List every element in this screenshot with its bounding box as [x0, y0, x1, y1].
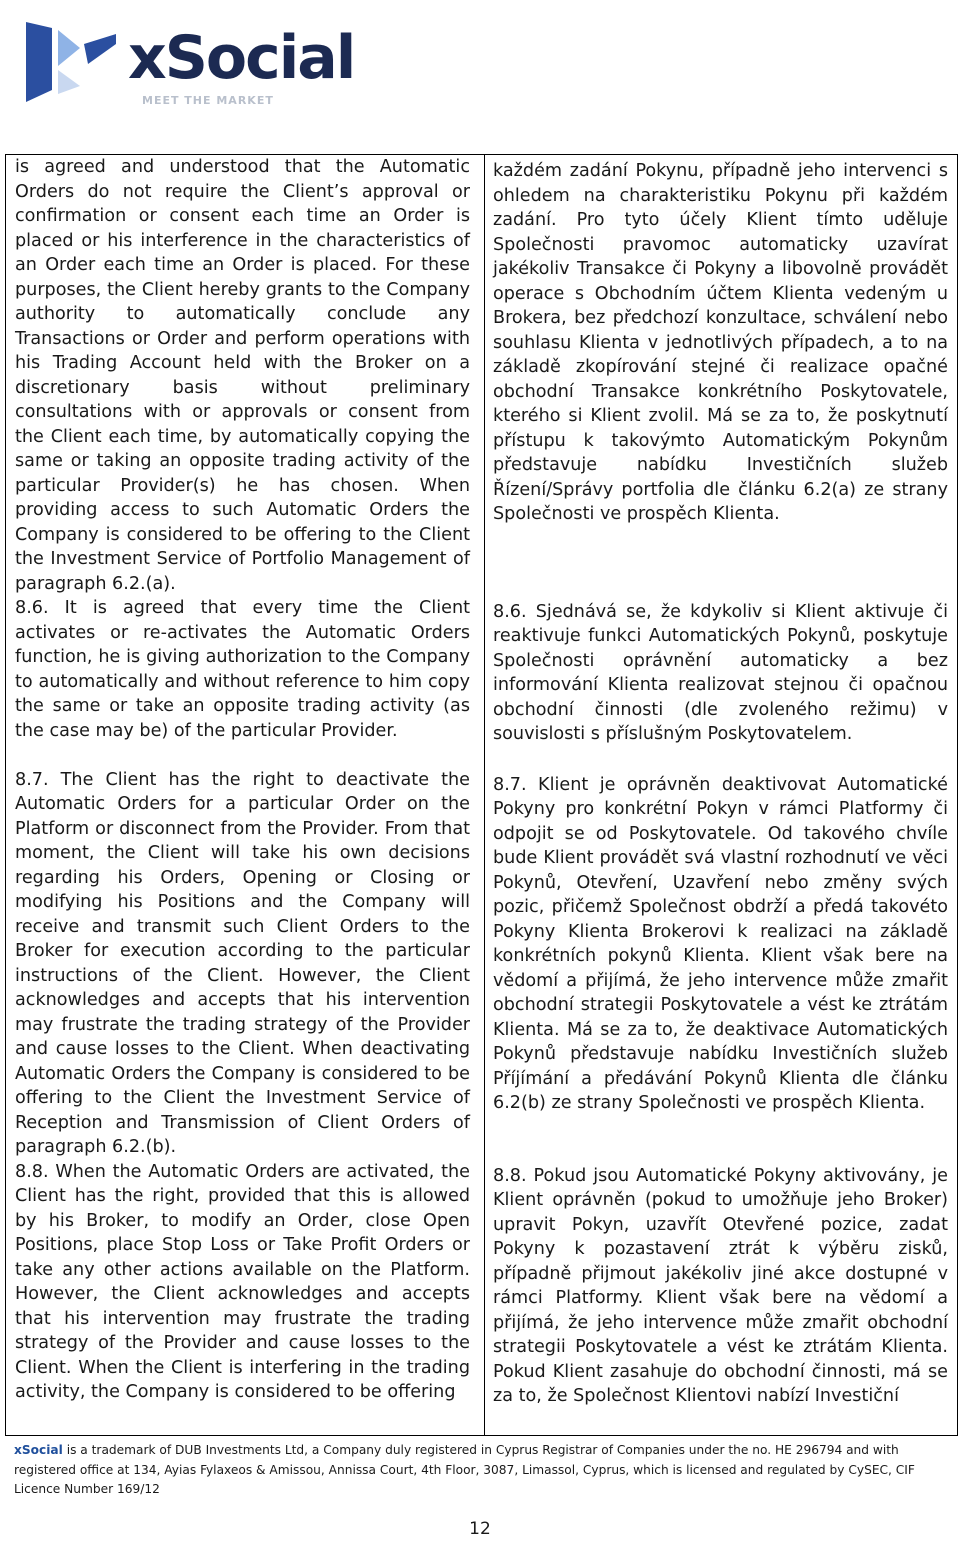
column-divider: [484, 155, 485, 1435]
bilingual-terms-table: [5, 154, 958, 1436]
en-paragraph-8-5-cont: is agreed and understood that the Automatic Orders do not require the Client’s approval or confirmation or consent each time an Order is placed or his interference in the characteristics of an Order each time an Order is placed. For these purposes, the Client hereby grants to the Company authority to automatically conclude any Transactions or Order and perform operations with his Trading Account held with the Broker on a discretionary basis without preliminary consultations with or approvals or consent from the Client each time, by automatically copying the same or taking an opposite trading activity of the particular Provider(s) he has chosen. When providing access to such Automatic Orders the Company is considered to be offering to the Client the Investment Service of Portfolio Management of paragraph 6.2.(a).: [15, 157, 470, 594]
cz-paragraph-8-5-cont: každém zadání Pokynu, případně jeho intervenci s ohledem na charakteristiku Pokynu při každém zadání. Pro tyto účely Klient tímto uděluje Společnosti pravomoc automaticky uzavírat jakékoliv Transakce či Pokyny a libovolně provádět operace s Obchodním účtem Klienta vedeným u Brokera, bez předchozí konzultace, schválení nebo souhlasu Klienta v jednotlivých případech, a to na základě zkopírování stejné či realizace opačné obchodní Transakce konkrétního Poskytovatele, kterého si Klient zvolil. Má se za to, že poskytnutí přístupu k takovýmto Automatickým Pokynům představuje nabídku Investičních služeb Řízení/Správy portfolia dle článku 6.2(a) ze strany Společnosti ve prospěch Klienta.: [493, 161, 948, 524]
logo-tagline: MEET THE MARKET: [142, 94, 274, 107]
footer-brand: xSocial: [14, 1443, 63, 1457]
page-header: [18, 14, 355, 114]
en-paragraph-8-6: 8.6. It is agreed that every time the Client activates or re-activates the Automatic Orders function, he is giving authorization to the Company to automatically and without reference to him copy the same or take an opposite trading activity (as the case may be) of the particular Provider.: [15, 598, 470, 741]
xsocial-logo-icon: [18, 14, 123, 109]
logo-wordmark: xSocial: [128, 23, 355, 93]
en-paragraph-8-8: 8.8. When the Automatic Orders are activated, the Client has the right, provided that this is allowed by his Broker, to modify an Order, close Open Positions, place Stop Loss or Take Profit Orders or take any other actions available on the Platform. However, the Client acknowledges and accepts that his intervention may frustrate the trading strategy of the Provider and cause losses to the Client. When the Client is interfering in the trading activity, the Company is considered to be offering: [15, 1161, 470, 1402]
cz-paragraph-8-6: 8.6. Sjednává se, že kdykoliv si Klient aktivuje či reaktivuje funkci Automatických Pokynů, poskytuje Společnosti oprávnění automaticky a bez informování Klienta realizovat stejnou či opačnou obchodní činnosti (dle zvoleného režimu) v souvislosti s příslušným Poskytovatelem.: [493, 601, 948, 744]
cz-paragraph-8-7: 8.7. Klient je oprávněn deaktivovat Automatické Pokyny pro konkrétní Pokyn v rámci Platformy či odpojit se od Poskytovatele. Od takového chvíle bude Klient provádět svá vlastní rozhodnutí ve věci Pokynů, Otevření, Uzavření nebo změny svých pozic, přičemž Společnost obdrží a předá takovéto Pokyny Klienta Brokerovi k realizaci na základě konkrétních pokynů Klienta. Klient však bere na vědomí a přijímá, že jeho intervence může zmařit obchodní strategii Poskytovatele a vést ke ztrátám Klienta. Má se za to, že deaktivace Automatických Pokynů představuje nabídku Investičních služeb Příjímání a předávání Pokynů Klienta dle článku 6.2(b) ze strany Společnosti ve prospěch Klienta.: [493, 774, 948, 1113]
footer-text: is a trademark of DUB Investments Ltd, a Company duly registered in Cyprus Registrar of Companies under the no. HE 296794 and with registered office at 134, Ayias Fylaxeos & Amissou, Annissa Court, 4th Floor, 3087, Limassol, Cyprus, which is licensed and regulated by CySEC, CIF Licence Number 169/12: [14, 1443, 915, 1496]
english-column: [15, 155, 470, 1405]
page-number: 12: [469, 1519, 491, 1539]
legal-footer: [14, 1441, 939, 1500]
cz-paragraph-8-8: 8.8. Pokud jsou Automatické Pokyny aktivovány, je Klient oprávněn (pokud to umožňuje jeho Broker) upravit Pokyn, uzavřít Otevřené pozice, zadat Pokyny k pozastavení ztrát k výběru zisků, případně přijmout jakékoliv jiné akce dostupné v rámci Platformy. Klient však bere na vědomí a přijímá, že jeho intervence může zmařit obchodní strategii Poskytovatele a vést ke ztrátám Klienta. Pokud Klient zasahuje do obchodní činnosti, má se za to, že Společnost Klientovi nabízí Investiční: [493, 1165, 948, 1406]
czech-column: [493, 155, 948, 1409]
en-paragraph-8-7: 8.7. The Client has the right to deactivate the Automatic Orders for a particular Order on the Platform or disconnect from the Provider. From that moment, the Client will take his own decisions regarding his Orders, Opening or Closing or modifying his Positions and the Company will receive and transmit such Client Orders to the Broker for execution according to the particular instructions of the Client. However, the Client acknowledges and accepts that his intervention may frustrate the trading strategy of the Provider and cause losses to the Client. When deactivating Automatic Orders the Company is considered to be offering to the Client the Investment Service of Reception and Transmission of Client Orders of paragraph 6.2.(b).: [15, 769, 470, 1157]
